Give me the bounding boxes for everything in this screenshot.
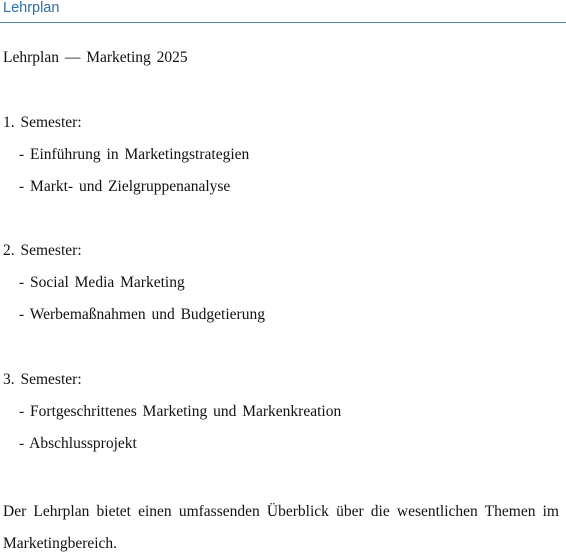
semester-2-item-2: - Werbemaßnahmen und Budgetierung bbox=[19, 306, 265, 323]
summary-paragraph: Der Lehrplan bietet einen umfassenden Überblick über die wesentlichen Themen im Marketingbereich. bbox=[3, 503, 559, 552]
semester-1-item-1: - Einführung in Marketingstrategien bbox=[19, 146, 250, 163]
semester-2-item-1: - Social Media Marketing bbox=[19, 274, 185, 291]
semester-2-title: 2. Semester: bbox=[3, 242, 82, 259]
semester-3-item-1: - Fortgeschrittenes Marketing und Markenkreation bbox=[19, 403, 342, 420]
document-heading: Lehrplan — Marketing 2025 bbox=[3, 49, 188, 66]
header-title: Lehrplan bbox=[3, 0, 60, 16]
document-header bbox=[0, 0, 566, 23]
semester-3-item-2: - Abschlussprojekt bbox=[19, 435, 137, 452]
semester-1-item-2: - Markt- und Zielgruppenanalyse bbox=[19, 178, 231, 195]
semester-1-title: 1. Semester: bbox=[3, 114, 82, 131]
semester-3-title: 3. Semester: bbox=[3, 371, 82, 388]
